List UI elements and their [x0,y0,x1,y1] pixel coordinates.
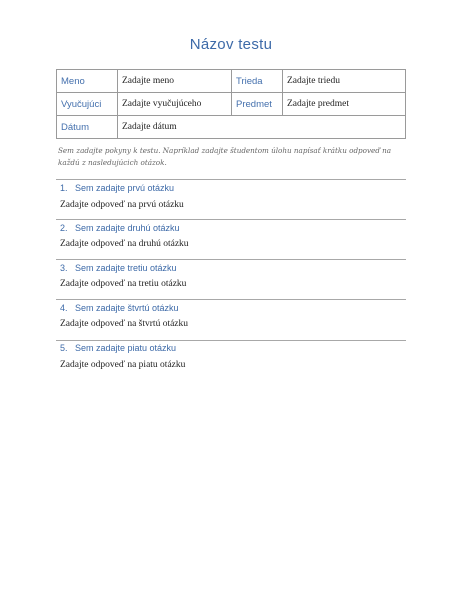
page-title: Názov testu [189,36,273,53]
question-heading[interactable] [60,343,176,353]
subject-field[interactable]: Zadajte predmet [283,93,406,116]
name-field[interactable]: Zadajte meno [118,70,232,93]
question-text: Sem zadajte prvú otázku [75,183,175,193]
question-heading[interactable] [60,223,180,233]
answer-text[interactable]: Zadajte odpoveď na piatu otázku [60,360,186,370]
question-number: 4. [60,303,68,313]
question-heading[interactable] [60,183,174,193]
info-row [57,93,406,116]
separator-line [56,179,406,180]
question-text: Sem zadajte druhú otázku [75,223,180,233]
question-heading[interactable] [60,303,179,313]
separator-line [56,219,406,220]
class-field[interactable]: Zadajte triedu [283,70,406,93]
date-field[interactable]: Zadajte dátum [118,116,406,139]
info-table [56,69,406,139]
question-number: 5. [60,343,68,353]
separator-line [56,259,406,260]
answer-text[interactable]: Zadajte odpoveď na prvú otázku [60,200,184,210]
instructions-text[interactable]: Sem zadajte pokyny k testu. Napríklad zadajte študentom úlohu napísať krátku odpoveď na každú z nasledujúcich otázok. [58,146,392,167]
question-number: 1. [60,183,68,193]
question-text: Sem zadajte štvrtú otázku [75,303,179,313]
question-number: 3. [60,263,68,273]
info-row [57,116,406,139]
class-label: Trieda [232,70,283,93]
subject-label: Predmet [232,93,283,116]
date-label: Dátum [57,116,118,139]
teacher-label: Vyučujúci [57,93,118,116]
name-label: Meno [57,70,118,93]
question-text: Sem zadajte tretiu otázku [75,263,177,273]
separator-line [56,340,406,341]
teacher-field[interactable]: Zadajte vyučujúceho [118,93,232,116]
question-heading[interactable] [60,263,177,273]
answer-text[interactable]: Zadajte odpoveď na druhú otázku [60,239,189,249]
answer-text[interactable]: Zadajte odpoveď na štvrtú otázku [60,319,189,329]
question-text: Sem zadajte piatu otázku [75,343,177,353]
answer-text[interactable]: Zadajte odpoveď na tretiu otázku [60,279,187,289]
separator-line [56,299,406,300]
question-number: 2. [60,223,68,233]
info-row [57,70,406,93]
